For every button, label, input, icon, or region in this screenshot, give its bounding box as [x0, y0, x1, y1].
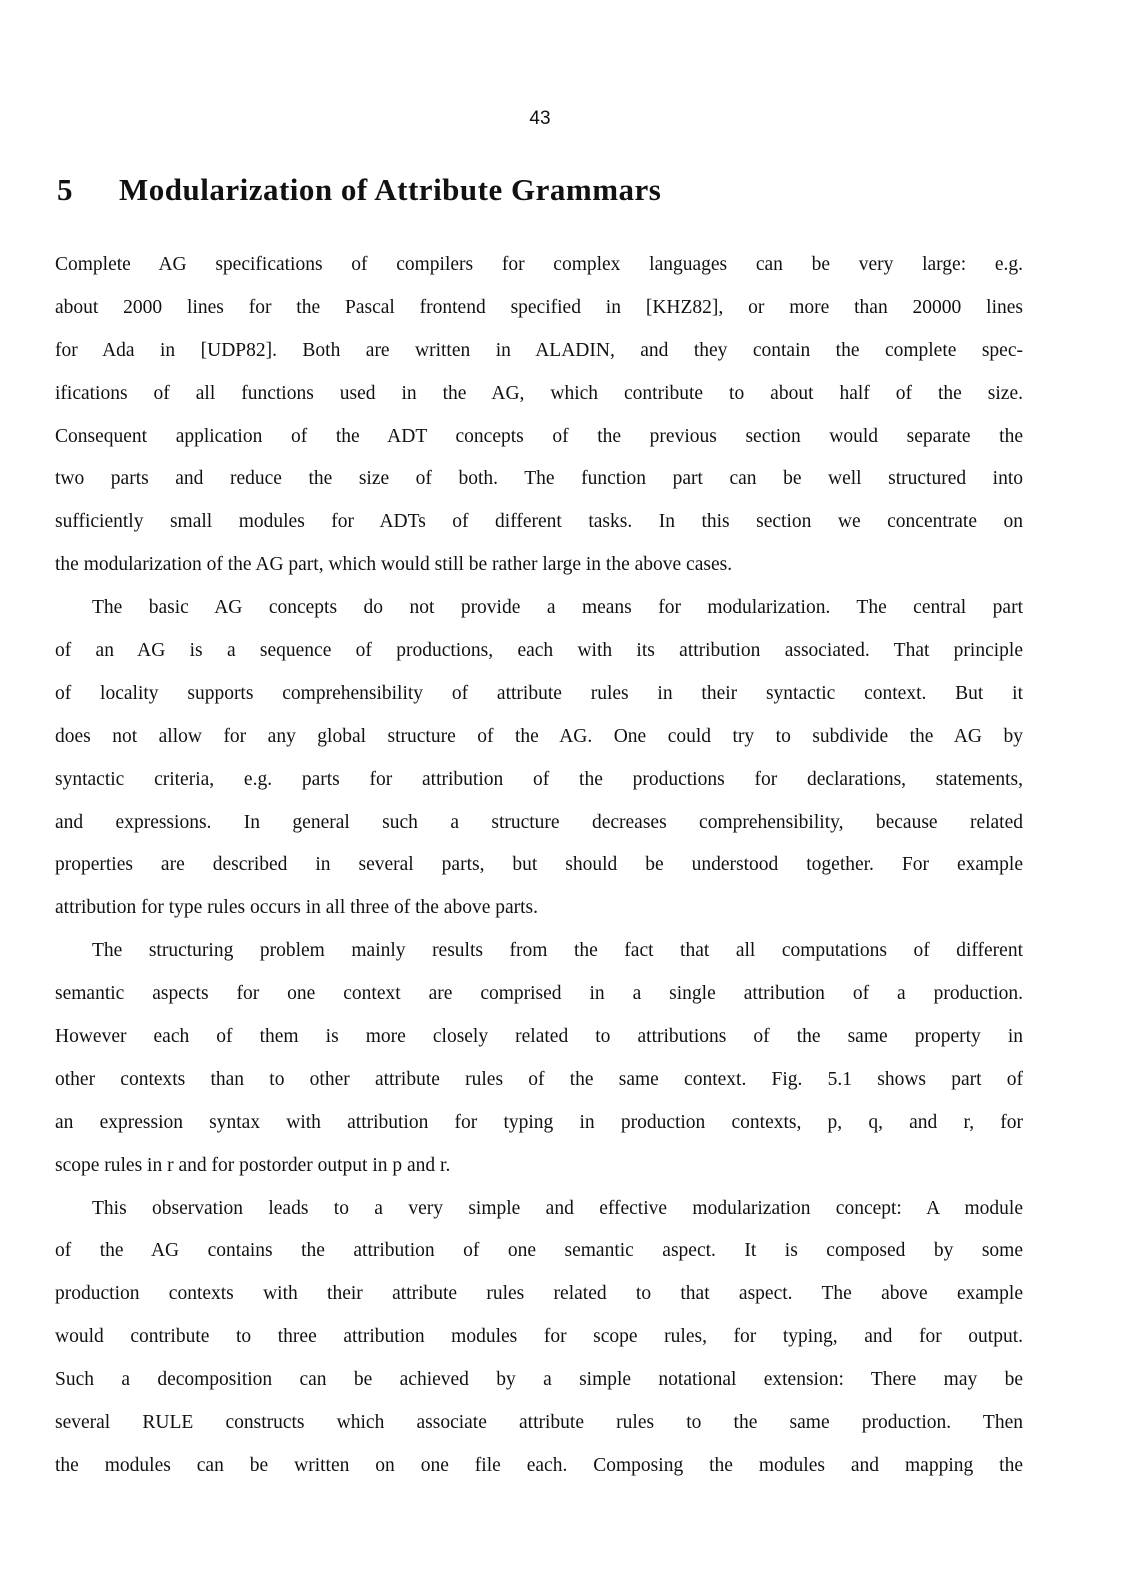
- text-line: However each of them is more closely related to attributions of the same property in: [55, 1026, 1023, 1048]
- text-line: Consequent application of the ADT concepts of the previous section would separate the: [55, 425, 1023, 447]
- text-line: two parts and reduce the size of both. The function part can be well structured into: [55, 468, 1023, 490]
- text-line: Such a decomposition can be achieved by a simple notational extension: There may be: [55, 1369, 1023, 1391]
- text-line: of an AG is a sequence of productions, each with its attribution associated. That principle: [55, 640, 1023, 662]
- text-line: syntactic criteria, e.g. parts for attribution of the productions for declarations, statements,: [55, 768, 1023, 790]
- text-line: The structuring problem mainly results from the fact that all computations of different: [92, 940, 1023, 962]
- text-line: of the AG contains the attribution of one semantic aspect. It is composed by some: [55, 1240, 1023, 1262]
- text-line: the modularization of the AG part, which would still be rather large in the above cases.: [55, 554, 733, 576]
- paragraph: [55, 1193, 1023, 1493]
- section-heading: [57, 172, 661, 208]
- paragraph: [55, 935, 1023, 1192]
- text-line: This observation leads to a very simple and effective modularization concept: A module: [92, 1197, 1023, 1219]
- text-line: attribution for type rules occurs in all three of the above parts.: [55, 897, 539, 919]
- text-line: sufficiently small modules for ADTs of different tasks. In this section we concentrate on: [55, 511, 1023, 533]
- text-line: about 2000 lines for the Pascal frontend specified in [KHZ82], or more than 20000 lines: [55, 296, 1023, 318]
- text-line: of locality supports comprehensibility of attribute rules in their syntactic context. But it: [55, 682, 1023, 704]
- text-line: scope rules in r and for postorder output in p and r.: [55, 1154, 451, 1176]
- text-line: an expression syntax with attribution for typing in production contexts, p, q, and r, for: [55, 1111, 1023, 1133]
- text-line: several RULE constructs which associate attribute rules to the same production. Then: [55, 1412, 1023, 1434]
- text-line: The basic AG concepts do not provide a means for modularization. The central part: [92, 597, 1023, 619]
- text-line: other contexts than to other attribute rules of the same context. Fig. 5.1 shows part of: [55, 1068, 1023, 1090]
- text-line: does not allow for any global structure of the AG. One could try to subdivide the AG by: [55, 725, 1023, 747]
- body-text: [55, 249, 1023, 1493]
- text-line: for Ada in [UDP82]. Both are written in ALADIN, and they contain the complete spec-: [55, 339, 1023, 361]
- text-line: semantic aspects for one context are comprised in a single attribution of a production.: [55, 983, 1023, 1005]
- section-title: Modularization of Attribute Grammars: [119, 172, 662, 207]
- page-number: 43: [529, 108, 551, 129]
- text-line: production contexts with their attribute rules related to that aspect. The above example: [55, 1283, 1023, 1305]
- text-line: and expressions. In general such a structure decreases comprehensibility, because related: [55, 811, 1023, 833]
- paragraph: [55, 592, 1023, 935]
- text-line: would contribute to three attribution modules for scope rules, for typing, and for output.: [55, 1326, 1023, 1348]
- text-line: Complete AG specifications of compilers for complex languages can be very large: e.g.: [55, 254, 1023, 275]
- section-number: 5: [57, 172, 73, 207]
- text-line: the modules can be written on one file each. Composing the modules and mapping the: [55, 1454, 1023, 1476]
- paragraph: [55, 249, 1023, 592]
- text-line: ifications of all functions used in the AG, which contribute to about half of the size.: [55, 382, 1023, 404]
- text-line: properties are described in several parts, but should be understood together. For example: [55, 854, 1023, 876]
